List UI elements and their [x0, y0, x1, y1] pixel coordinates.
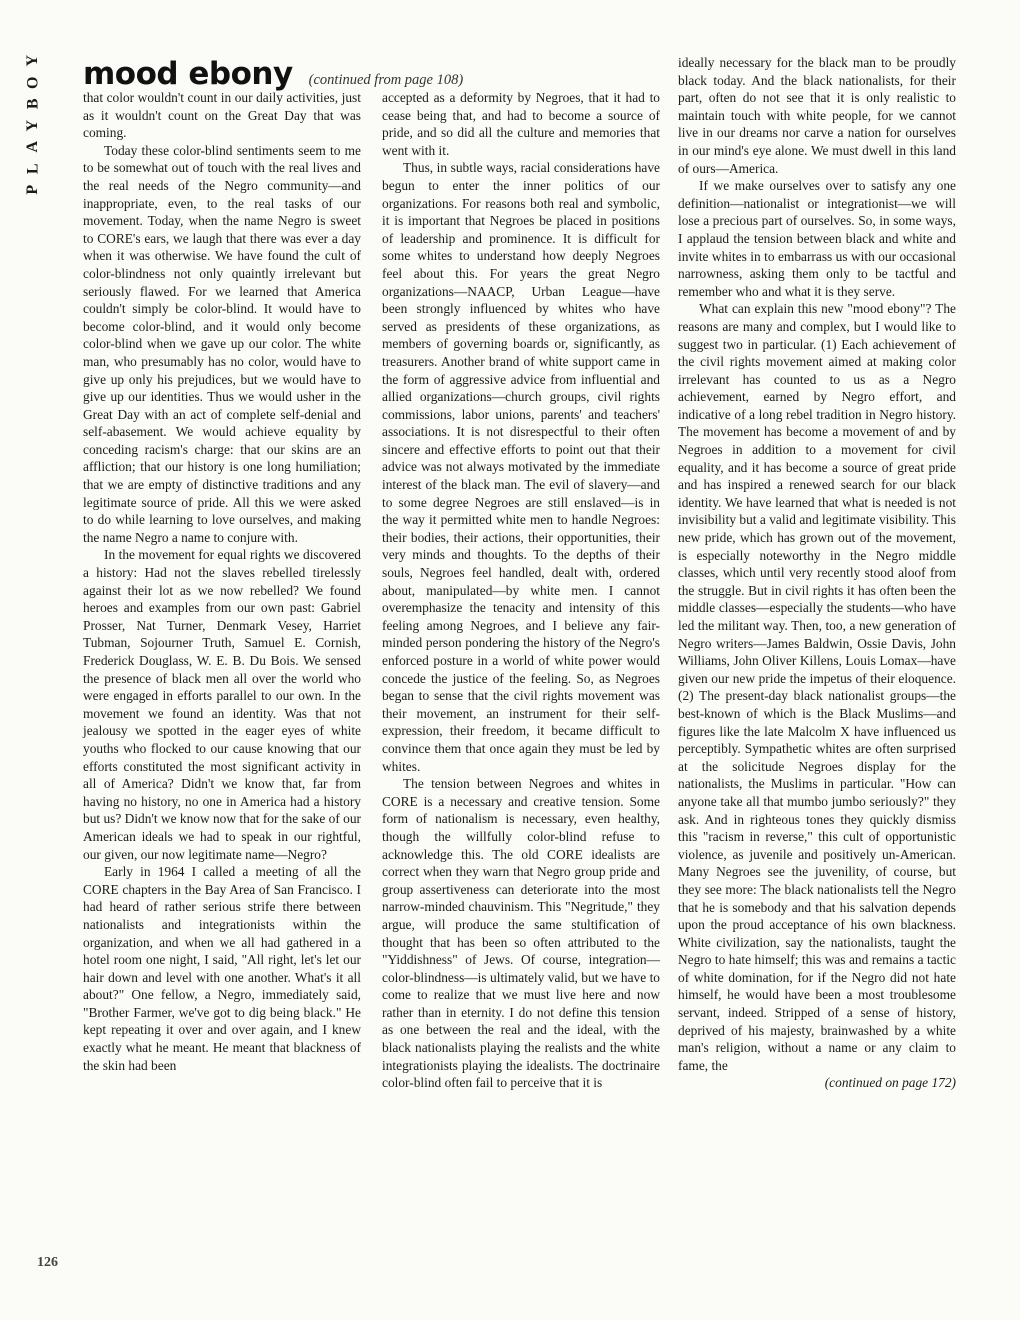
paragraph: What can explain this new "mood ebony"? The reasons are many and complex, but I would like to suggest two in particular. (1) Each achievement of the civil rights movement aimed at making color irrelevant has counted to us as a Negro achievement, earned by Negro effort, and indicative of a long rebel tradition in Negro history. The movement has become a movement of and by Negroes in addition to a movement for civil equality, and it has become a source of great pride and has inspired a renewed search for our black identity. We have learned that what is needed is not invisibility but a valid and legitimate visibility. This new pride, which has grown out of the movement, is especially noteworthy in the Negro middle classes, which until very recently stood aloof from the struggle. But in civil rights it has often been the middle classes—especially the students—who have led the militant way. Then, too, a new generation of Negro writers—James Baldwin, Ossie Davis, John Williams, John Oliver Killens, Louis Lomax—have given our new pride the impetus of their eloquence. (2) The present-day black nationalist groups—the best-known of which is the Black Muslims—and figures like the late Malcolm X have influenced us perceptibly. Sympathetic whites are often surprised at the solicitude Negroes display for the nationalists, the Muslims in particular. "How can anyone take all that mumbo jumbo seriously?" they ask. And in righteous tones they quickly dismiss this "racism in reverse," this cult of opportunistic violence, as juvenile and positively un-American. Many Negroes see the juvenility, of course, but they see more: The black nationalists tell the Negro that he is somebody and that his salvation depends upon the proud acceptance of his own blackness. White civilization, say the nationalists, taught the Negro to hate himself; this was and remains a tactic of white domination, for if the Negro did not hate himself, he would have been a most troublesome servant, indeed. Stripped of a sense of history, deprived of his majesty, brainwashed by a white man's religion, without a name or any claim to fame, the — [678, 301, 956, 1073]
paragraph: If we make ourselves over to satisfy any one definition—nationalist or integrationist—we will lose a precious part of ourselves. So, in some ways, I applaud the tension between black and white and invite whites in to embarrass us with our occasional narrowness, asking them only to be tactful and remember who and what it is they serve. — [678, 178, 956, 299]
paragraph: Early in 1964 I called a meeting of all the CORE chapters in the Bay Area of San Francisco. I had heard of rather serious strife there between nationalists and integrationists within the organization, and when we all had gathered in a hotel room one night, I said, "All right, let's let our hair down and level with one another. What's it all about?" One fellow, a Negro, immediately said, "Brother Farmer, we've got to dig being black." He kept repeating it over and over again, and I knew exactly what he meant. He meant that blackness of the skin had been — [83, 864, 361, 1073]
paragraph: Thus, in subtle ways, racial considerations have begun to enter the inner politics of our organizations. For reasons both real and symbolic, it is important that Negroes be placed in positions of leadership and prominence. It is difficult for some whites to understand how deeply Negroes feel about this. For years the great Negro organizations—NAACP, Urban League—have been strongly influenced by whites who have served as presidents of these organizations, as members of governing boards or, significantly, as treasurers. Another brand of white support came in the form of aggressive advice from influential and allied organizations—church groups, civil rights commissions, labor unions, parents' and teachers' associations. It is not disrespectful to their often sincere and effective efforts to point out that their advice was not always motivated by the immediate interest of the black man. The evil of slavery—and to some degree Negroes are still enslaved—is in the way it permitted white men to handle Negroes: their bodies, their actions, their opportunities, their very minds and thoughts. To the depths of their souls, Negroes feel handled, dealt with, ordered about, manipulated—by white men. I cannot overemphasize the tenacity and intensity of this feeling among Negroes, and I believe any fair-minded person pondering the history of the Negro's enforced posture in a world of white power would concede the justice of the feeling. So, as Negroes began to sense that the civil rights movement was their movement, an instrument for their self-expression, their freedom, it became difficult to convince them that once again they must be led by whites. — [382, 160, 660, 774]
page-number: 126 — [37, 1255, 58, 1270]
paragraph: In the movement for equal rights we discovered a history: Had not the slaves rebelled tirelessly against their lot as we now rebelled? We found heroes and examples from our own past: Gabriel Prosser, Nat Turner, Denmark Vesey, Harriet Tubman, Sojourner Truth, Samuel E. Cornish, Frederick Douglass, W. E. B. Du Bois. We sensed the presence of black men all over the world who were engaged in efforts parallel to our own. In the movement we found an identity. Was that not jealousy we spotted in the eager eyes of white youths who flocked to our cause knowing that our efforts constituted the most significant activity in all of America? Didn't we know that, far from having no history, no one in America had a history but us? Didn't we know now that for the sake of our American ideals we had to speak in our rightful, our given, our now legitimate name—Negro? — [83, 547, 361, 862]
masthead-letter: B — [24, 98, 42, 110]
text-column-3 — [678, 54, 956, 1092]
text-column-1 — [83, 89, 361, 1074]
masthead-letter: P — [24, 184, 42, 195]
paragraph: The tension between Negroes and whites in CORE is a necessary and creative tension. Some form of nationalism is necessary, even healthy, though the willfully color-blind refuse to acknowledge this. The old CORE idealists are correct when they warn that Negro group pride and group assertiveness can deteriorate into the most narrow-minded chauvinism. This "Negritude," they argue, will produce the same stultification of thought that has been so often attributed to the "Yiddishness" of Jews. Of course, integration—color-blindness—is ultimately valid, but we have to come to realize that we must live here and now rather than in eternity. I do not define this tension as one between the real and the ideal, with the black nationalists playing the realists and the white integrationists playing the idealists. The doctrinaire color-blind often fail to perceive that it is — [382, 776, 660, 1091]
magazine-masthead-vertical — [18, 50, 48, 201]
continued-on-note: (continued on page 172) — [824, 1075, 956, 1091]
paragraph: ideally necessary for the black man to be proudly black today. And the black nationalists, for their part, often do not see that it is only realistic to maintain touch with white people, for we cannot live in our dreams nor carve a nation for ourselves in our mind's eye alone. We must dwell in this land of ours—America. — [678, 55, 956, 176]
text-column-2 — [382, 89, 660, 1092]
paragraph: that color wouldn't count in our daily activities, just as it wouldn't count on the Great Day that was coming. — [83, 90, 361, 141]
masthead-letter: Y — [24, 54, 42, 67]
paragraph: Today these color-blind sentiments seem to me to be somewhat out of touch with the real lives and the real needs of the Negro community—and inappropriate, even, to the real tasks of our movement. Today, when the name Negro is sweet to CORE's ears, we laugh that there was ever a day when it was otherwise. We have found the cult of color-blindness not only quaintly irrelevant but seriously flawed. For we learned that America couldn't simply be color-blind. It would have to become color-blind, and it would only become color-blind when we gave up our color. The white man, who presumably has no color, would have to give up only his prejudices, but we would have to give up our identities. Thus we would usher in the Great Day with an act of complete self-denial and self-abasement. We would achieve equality by conceding racism's charge: that our skins are an affliction; that our history is one long humiliation; that we are empty of distinctive traditions and any legitimate source of pride. All this we were asked to do while learning to love ourselves, and making the name Negro a name to conjure with. — [83, 142, 361, 545]
continued-from-note: (continued from page 108) — [308, 72, 464, 88]
masthead-letter: O — [24, 76, 42, 89]
paragraph: accepted as a deformity by Negroes, that it had to cease being that, and had to become a source of pride, and so did all the culture and memories that went with it. — [382, 90, 660, 158]
masthead-letter: L — [24, 162, 42, 174]
article-title: mood ebony — [83, 56, 293, 92]
masthead-letter: A — [24, 140, 42, 153]
masthead-letter: Y — [24, 119, 42, 132]
